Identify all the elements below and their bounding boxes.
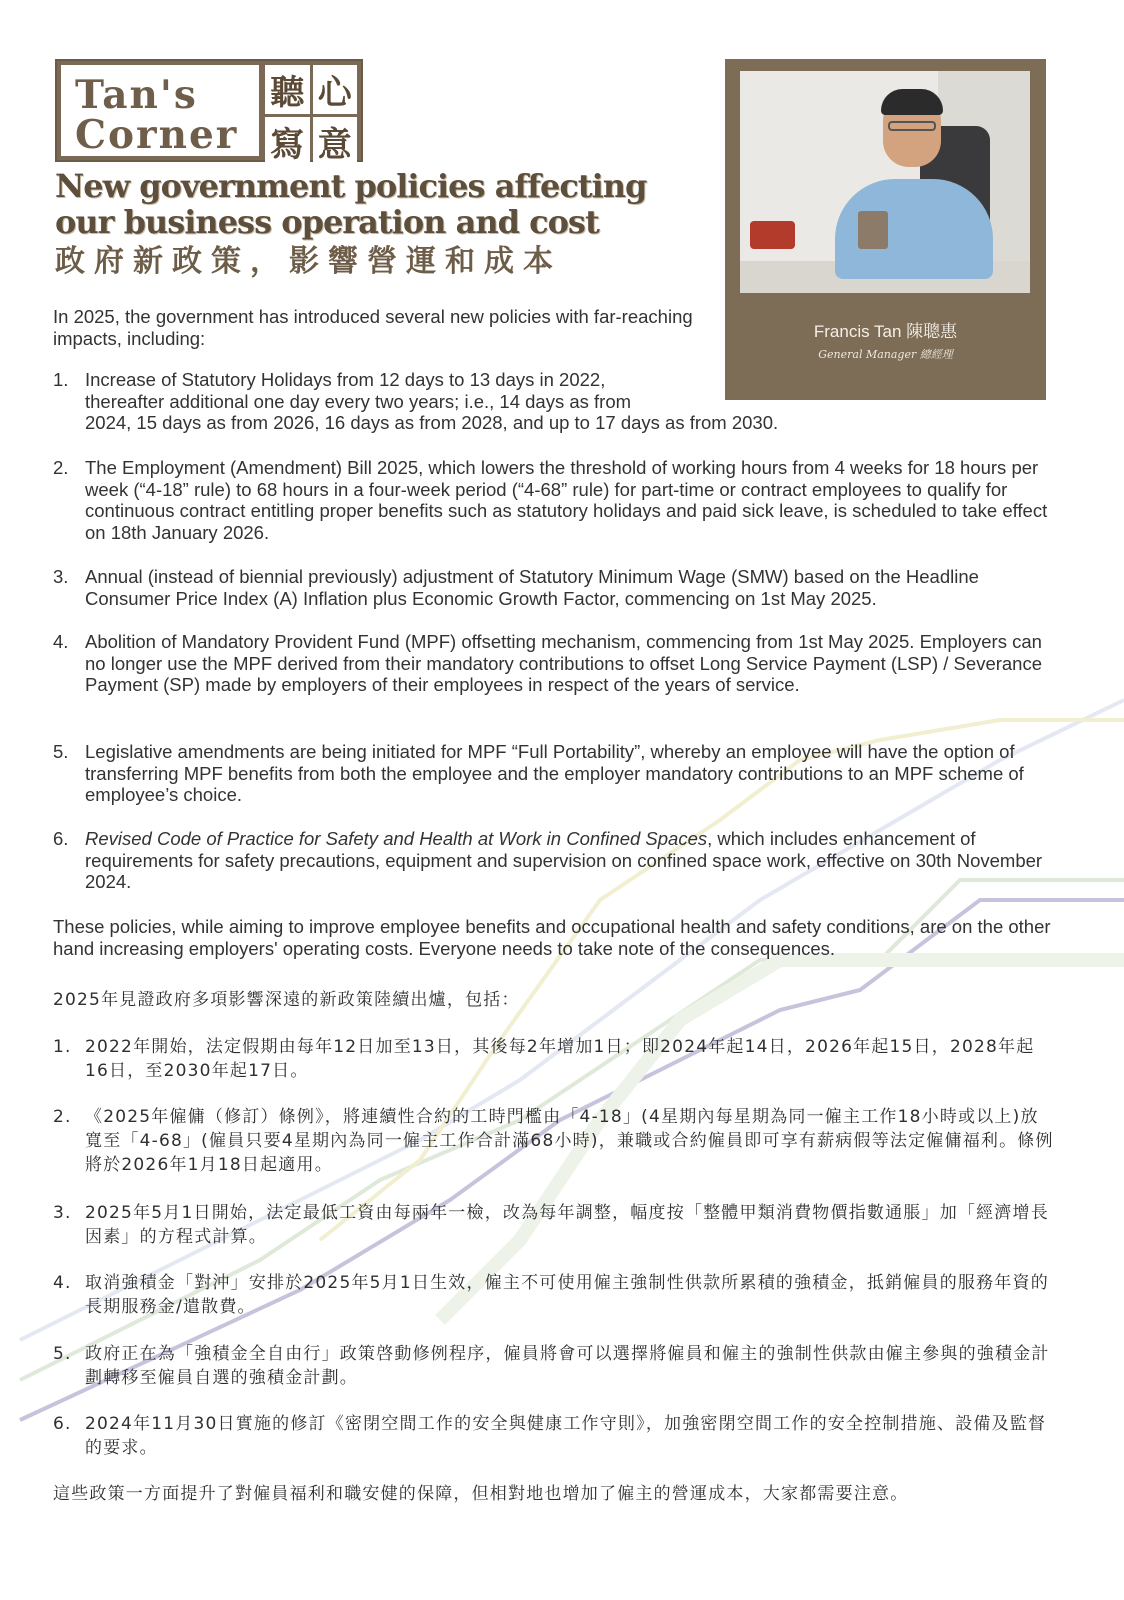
headline-en-line2: our business operation and cost (55, 203, 599, 241)
item-number: 2. (53, 1107, 72, 1127)
item-number: 1. (53, 1037, 72, 1057)
item-text: 政府正在為「強積金全自由行」政策啓動修例程序，僱員將會可以選擇將僱員和僱主的強制性供款由僱主參與的強積金計劃轉移至僱員自選的強積金計劃。 (85, 1344, 1050, 1388)
item-text-rest: , which includes enhancement of requirements for safety precautions, equipment and supervision on confined space work, effective on 30th November 2024. (85, 828, 1043, 892)
item-text: The Employment (Amendment) Bill 2025, which lowers the threshold of working hours from 4 weeks for 18 hours per week (“4-18” rule) to 68 hours in a four-week period (“4-68” rule) for part-time or contract employees to qualify for continuous contract entitling proper benefits such as statutory holidays and paid sick leave, is scheduled to take effect on 18th January 2026. (85, 457, 1048, 543)
item-text: 2022年開始，法定假期由每年12日加至13日，其後每2年增加1日；即2024年起14日，2026年起15日，2028年起16日，至2030年起17日。 (85, 1037, 1035, 1081)
author-photo (740, 71, 1030, 293)
item-text: Abolition of Mandatory Provident Fund (MPF) offsetting mechanism, commencing from 1st May 2025. Employers can no longer use the MPF derived from their mandatory contributions to offset Long Service Payment (LSP) / Severance Payment (SP) made by employers of their employees in respect of the years of service. (85, 631, 1043, 695)
item-number: 1. (53, 369, 69, 390)
item-text-continued: 2024, 15 days as from 2026, 16 days as from 2028, and up to 17 days as from 2030. (85, 412, 779, 433)
item-text: Legislative amendments are being initiated for MPF “Full Portability”, whereby an employee will have the option of transferring MPF benefits from both the employee and the employer mandatory contributions to an MPF scheme of employee’s choice. (85, 741, 1024, 805)
logo-char: 聽 (265, 65, 310, 114)
policy-item-zh (53, 1412, 1055, 1460)
item-text: 2024年11月30日實施的修訂《密閉空間工作的安全與健康工作守則》，加強密閉空間工作的安全控制措施、設備及監督的要求。 (85, 1414, 1047, 1458)
logo-chinese-panel (265, 65, 357, 165)
headline-en-line1: New government policies affecting (55, 167, 647, 205)
item-text: 2025年5月1日開始，法定最低工資由每兩年一檢，改為每年調整，幅度按「整體甲類消費物價指數通脹」加「經濟增長因素」的方程式計算。 (85, 1203, 1049, 1247)
item-number: 5. (53, 741, 69, 762)
item-number: 5. (53, 1344, 72, 1364)
policy-item-zh (53, 1201, 1055, 1249)
author-name: Francis Tan 陳聰惠 (813, 322, 958, 341)
policy-item-zh (53, 1105, 1055, 1177)
logo-line1: Tan's (75, 72, 198, 118)
article-headline (55, 168, 675, 282)
logo-english-panel (61, 65, 259, 156)
item-number: 3. (53, 566, 69, 587)
item-text: 取消強積金「對沖」安排於2025年5月1日生效，僱主不可使用僱主強制性供款所累積的強積金，抵銷僱員的服務年資的長期服務金/遣散費。 (85, 1273, 1049, 1317)
conclusion-en: These policies, while aiming to improve employee benefits and occupational health and safety conditions, are on the other hand increasing employers' operating costs. Everyone needs to take note of the consequences. (53, 916, 1051, 959)
policy-item-en (53, 828, 1055, 893)
headline-zh: 政府新政策，影響營運和成本 (55, 244, 562, 279)
policy-item-en (53, 457, 1055, 543)
item-code-title: Revised Code of Practice for Safety and Health at Work in Confined Spaces (85, 828, 708, 849)
item-text: Annual (instead of biennial previously) adjustment of Statutory Minimum Wage (SMW) based on the Headline Consumer Price Index (A) Inflation plus Economic Growth Factor, commencing on 1st May 2025. (85, 566, 979, 609)
item-number: 3. (53, 1203, 72, 1223)
logo-char: 寫 (265, 117, 310, 166)
item-text: 《2025年僱傭（修訂）條例》，將連續性合約的工時門檻由「4-18」(4星期內每星期為同一僱主工作18小時或以上)放寬至「4-68」(僱員只要4星期內為同一僱主工作合計滿68小時)，兼職或合約僱員即可享有薪病假等法定僱傭福利。條例將於2026年1月18日起適用。 (85, 1107, 1054, 1175)
conclusion-zh: 這些政策一方面提升了對僱員福利和職安健的保障，但相對地也增加了僱主的營運成本，大家都需要注意。 (53, 1484, 909, 1504)
logo-char: 意 (313, 117, 358, 166)
item-number: 2. (53, 457, 69, 478)
author-profile-card (725, 59, 1046, 400)
item-number: 4. (53, 631, 69, 652)
item-number: 6. (53, 828, 69, 849)
item-text (85, 828, 1055, 893)
intro-en: In 2025, the government has introduced several new policies with far-reaching impacts, including: (53, 306, 693, 349)
logo-char: 心 (313, 65, 358, 114)
logo-line2: Corner (75, 112, 239, 158)
item-text: Increase of Statutory Holidays from 12 days to 13 days in 2022, thereafter additional one day every two years; i.e., 14 days as from (85, 369, 632, 412)
policy-item-zh (53, 1271, 1055, 1319)
policy-item-zh (53, 1035, 1055, 1083)
intro-zh: 2025年見證政府多項影響深遠的新政策陸續出爐，包括： (53, 990, 520, 1010)
policy-item-en (53, 566, 1055, 609)
policy-item-en (53, 369, 1055, 434)
author-title: General Manager 總經理 (818, 348, 953, 361)
policy-item-en (53, 741, 1055, 806)
policy-item-en (53, 631, 1055, 696)
item-number: 4. (53, 1273, 72, 1293)
policy-item-zh (53, 1342, 1055, 1390)
tans-corner-logo (55, 59, 363, 165)
item-number: 6. (53, 1414, 72, 1434)
